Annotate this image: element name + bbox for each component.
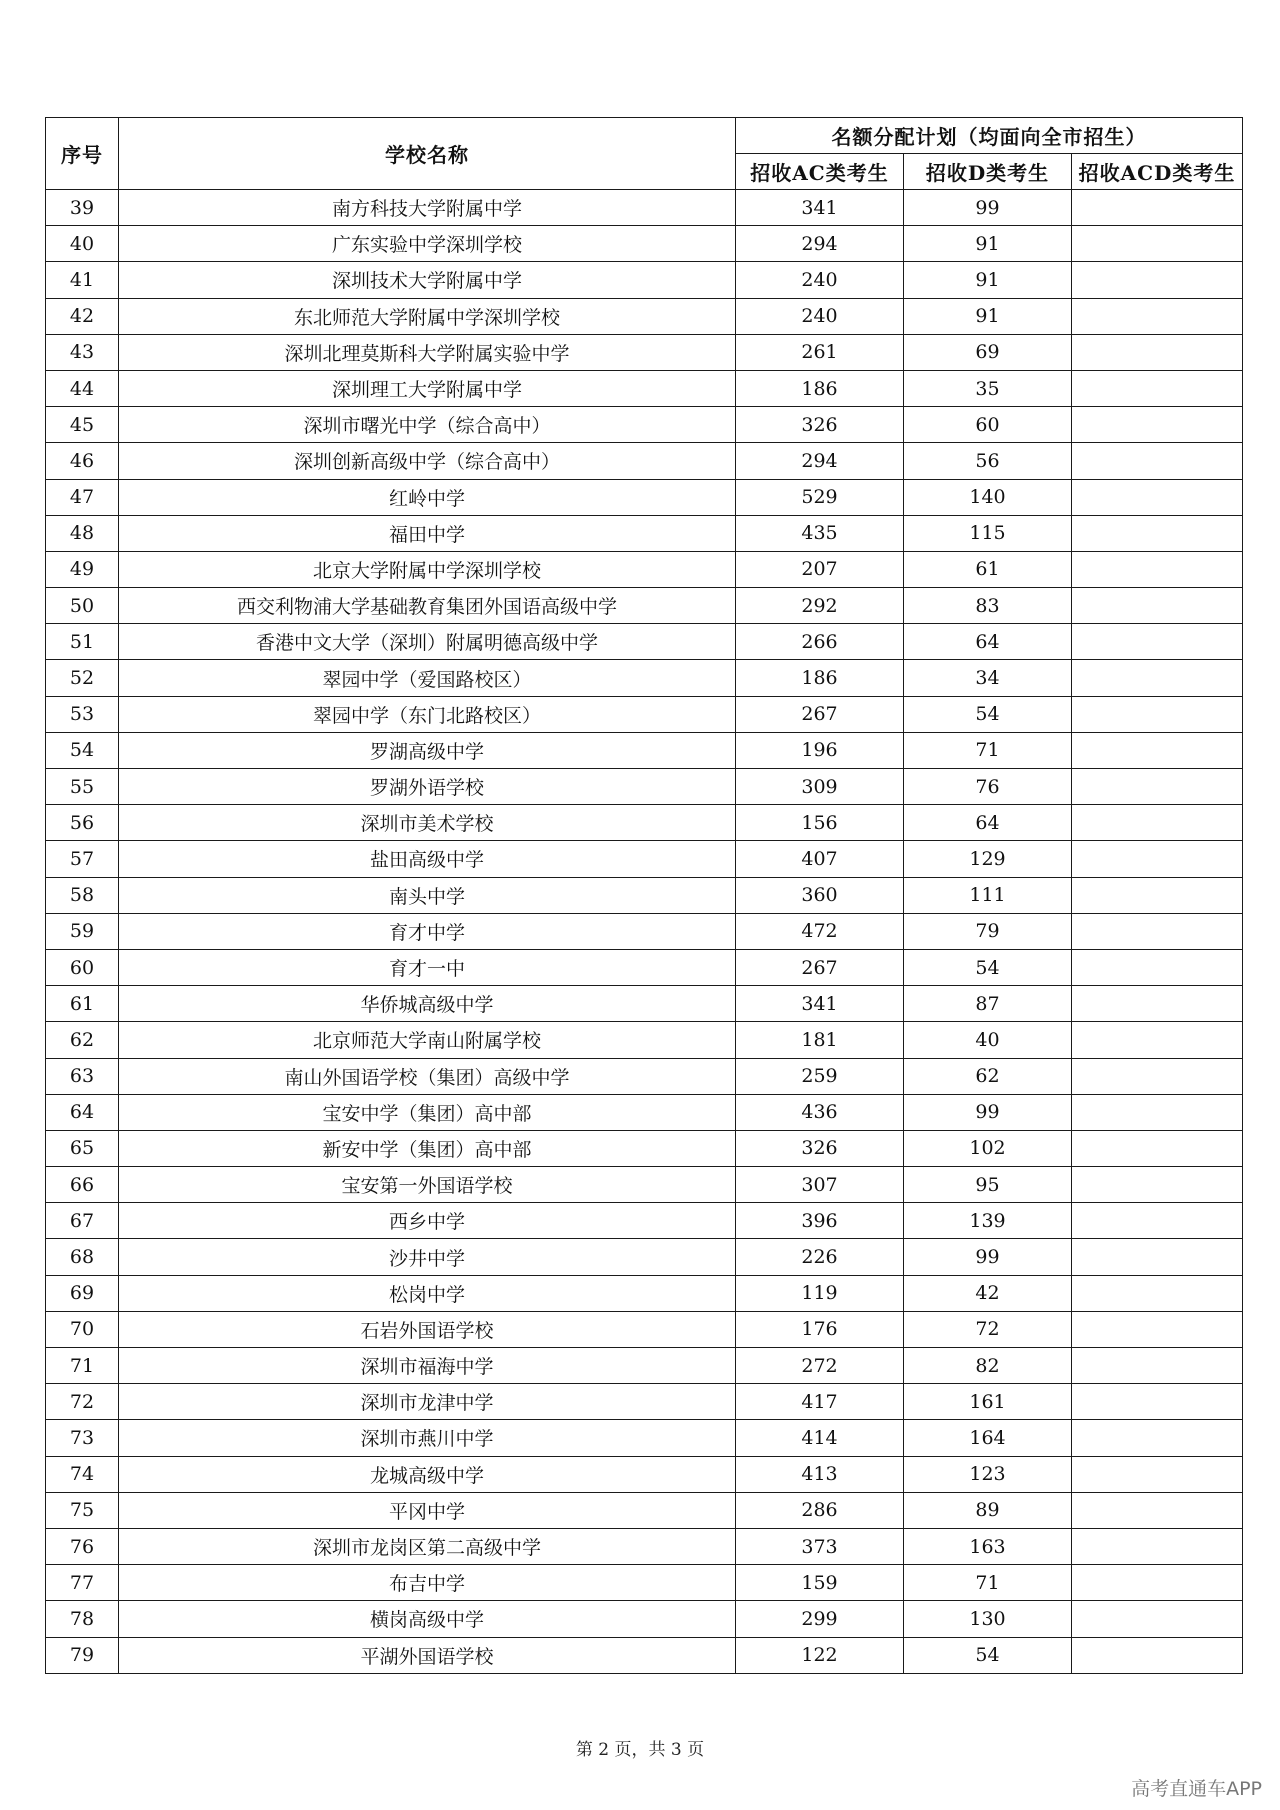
table-row: [46, 1637, 1243, 1673]
header-acd-students: 招收ACD类考生: [1072, 154, 1243, 190]
row-school-cell: 宝安第一外国语学校: [119, 1167, 736, 1203]
row-d-cell: 42: [904, 1275, 1072, 1311]
allocation-table-container: [45, 117, 1242, 1674]
row-d-cell: 64: [904, 805, 1072, 841]
row-ac-cell: 341: [736, 986, 904, 1022]
row-index-cell: 78: [46, 1601, 119, 1637]
row-index-cell: 57: [46, 841, 119, 877]
row-ac-cell: 286: [736, 1492, 904, 1528]
row-ac-cell: 240: [736, 298, 904, 334]
row-acd-cell: [1072, 515, 1243, 551]
row-index-cell: 64: [46, 1094, 119, 1130]
header-school-name: 学校名称: [119, 118, 736, 190]
row-ac-cell: 156: [736, 805, 904, 841]
row-index-cell: 58: [46, 877, 119, 913]
row-d-cell: 163: [904, 1528, 1072, 1564]
row-acd-cell: [1072, 949, 1243, 985]
table-row: [46, 1492, 1243, 1528]
table-row: [46, 877, 1243, 913]
row-acd-cell: [1072, 913, 1243, 949]
row-school-cell: 深圳理工大学附属中学: [119, 370, 736, 406]
row-d-cell: 164: [904, 1420, 1072, 1456]
table-row: [46, 1528, 1243, 1564]
row-school-cell: 香港中文大学（深圳）附属明德高级中学: [119, 624, 736, 660]
row-acd-cell: [1072, 1528, 1243, 1564]
row-acd-cell: [1072, 1311, 1243, 1347]
row-school-cell: 北京大学附属中学深圳学校: [119, 551, 736, 587]
row-school-cell: 宝安中学（集团）高中部: [119, 1094, 736, 1130]
page-number: 第 2 页，共 3 页: [575, 1740, 705, 1760]
table-row: [46, 986, 1243, 1022]
row-ac-cell: 196: [736, 732, 904, 768]
row-acd-cell: [1072, 877, 1243, 913]
row-school-cell: 盐田高级中学: [119, 841, 736, 877]
table-row: [46, 262, 1243, 298]
row-acd-cell: [1072, 986, 1243, 1022]
row-index-cell: 59: [46, 913, 119, 949]
table-body: [46, 190, 1243, 1674]
row-acd-cell: [1072, 1203, 1243, 1239]
table-row: [46, 1058, 1243, 1094]
table-row: [46, 841, 1243, 877]
row-index-cell: 66: [46, 1167, 119, 1203]
row-index-cell: 41: [46, 262, 119, 298]
row-d-cell: 91: [904, 298, 1072, 334]
row-ac-cell: 292: [736, 588, 904, 624]
row-ac-cell: 435: [736, 515, 904, 551]
row-d-cell: 95: [904, 1167, 1072, 1203]
row-d-cell: 40: [904, 1022, 1072, 1058]
row-school-cell: 沙井中学: [119, 1239, 736, 1275]
row-ac-cell: 417: [736, 1384, 904, 1420]
row-school-cell: 南头中学: [119, 877, 736, 913]
row-acd-cell: [1072, 696, 1243, 732]
row-index-cell: 79: [46, 1637, 119, 1673]
row-ac-cell: 226: [736, 1239, 904, 1275]
table-row: [46, 479, 1243, 515]
row-d-cell: 79: [904, 913, 1072, 949]
row-school-cell: 平湖外国语学校: [119, 1637, 736, 1673]
row-d-cell: 99: [904, 190, 1072, 226]
row-acd-cell: [1072, 841, 1243, 877]
header-d-students: 招收D类考生: [904, 154, 1072, 190]
table-row: [46, 1601, 1243, 1637]
row-ac-cell: 299: [736, 1601, 904, 1637]
row-acd-cell: [1072, 1275, 1243, 1311]
row-index-cell: 75: [46, 1492, 119, 1528]
row-d-cell: 130: [904, 1601, 1072, 1637]
table-row: [46, 1565, 1243, 1601]
row-acd-cell: [1072, 226, 1243, 262]
row-index-cell: 63: [46, 1058, 119, 1094]
row-ac-cell: 181: [736, 1022, 904, 1058]
row-school-cell: 横岗高级中学: [119, 1601, 736, 1637]
row-d-cell: 140: [904, 479, 1072, 515]
row-ac-cell: 326: [736, 407, 904, 443]
row-d-cell: 54: [904, 1637, 1072, 1673]
row-index-cell: 52: [46, 660, 119, 696]
row-ac-cell: 186: [736, 660, 904, 696]
row-d-cell: 99: [904, 1094, 1072, 1130]
row-school-cell: 深圳北理莫斯科大学附属实验中学: [119, 334, 736, 370]
row-school-cell: 深圳市龙津中学: [119, 1384, 736, 1420]
row-ac-cell: 414: [736, 1420, 904, 1456]
row-d-cell: 102: [904, 1130, 1072, 1166]
row-acd-cell: [1072, 1492, 1243, 1528]
row-index-cell: 50: [46, 588, 119, 624]
table-row: [46, 1203, 1243, 1239]
row-ac-cell: 436: [736, 1094, 904, 1130]
row-acd-cell: [1072, 298, 1243, 334]
row-index-cell: 49: [46, 551, 119, 587]
row-acd-cell: [1072, 1420, 1243, 1456]
row-d-cell: 34: [904, 660, 1072, 696]
row-ac-cell: 472: [736, 913, 904, 949]
row-ac-cell: 267: [736, 949, 904, 985]
row-index-cell: 77: [46, 1565, 119, 1601]
row-index-cell: 73: [46, 1420, 119, 1456]
row-ac-cell: 373: [736, 1528, 904, 1564]
row-school-cell: 育才中学: [119, 913, 736, 949]
row-acd-cell: [1072, 1094, 1243, 1130]
row-ac-cell: 309: [736, 769, 904, 805]
row-index-cell: 48: [46, 515, 119, 551]
header-index: 序号: [46, 118, 119, 190]
row-ac-cell: 267: [736, 696, 904, 732]
table-row: [46, 370, 1243, 406]
row-ac-cell: 360: [736, 877, 904, 913]
row-index-cell: 53: [46, 696, 119, 732]
row-d-cell: 72: [904, 1311, 1072, 1347]
table-row: [46, 805, 1243, 841]
row-index-cell: 62: [46, 1022, 119, 1058]
row-school-cell: 南方科技大学附属中学: [119, 190, 736, 226]
row-acd-cell: [1072, 805, 1243, 841]
row-ac-cell: 294: [736, 226, 904, 262]
row-d-cell: 129: [904, 841, 1072, 877]
table-row: [46, 1420, 1243, 1456]
table-row: [46, 1348, 1243, 1384]
row-school-cell: 石岩外国语学校: [119, 1311, 736, 1347]
row-acd-cell: [1072, 1130, 1243, 1166]
table-row: [46, 443, 1243, 479]
row-d-cell: 62: [904, 1058, 1072, 1094]
row-acd-cell: [1072, 479, 1243, 515]
row-d-cell: 87: [904, 986, 1072, 1022]
row-d-cell: 54: [904, 696, 1072, 732]
row-ac-cell: 186: [736, 370, 904, 406]
table-row: [46, 1167, 1243, 1203]
table-row: [46, 769, 1243, 805]
row-ac-cell: 529: [736, 479, 904, 515]
row-school-cell: 新安中学（集团）高中部: [119, 1130, 736, 1166]
row-ac-cell: 259: [736, 1058, 904, 1094]
row-acd-cell: [1072, 1637, 1243, 1673]
table-header-row: [46, 118, 1243, 154]
row-d-cell: 54: [904, 949, 1072, 985]
row-school-cell: 深圳市福海中学: [119, 1348, 736, 1384]
row-index-cell: 44: [46, 370, 119, 406]
table-row: [46, 588, 1243, 624]
row-acd-cell: [1072, 334, 1243, 370]
row-index-cell: 69: [46, 1275, 119, 1311]
table-row: [46, 190, 1243, 226]
row-d-cell: 60: [904, 407, 1072, 443]
row-acd-cell: [1072, 551, 1243, 587]
row-ac-cell: 261: [736, 334, 904, 370]
row-index-cell: 61: [46, 986, 119, 1022]
table-row: [46, 551, 1243, 587]
row-acd-cell: [1072, 1167, 1243, 1203]
row-school-cell: 松岗中学: [119, 1275, 736, 1311]
row-acd-cell: [1072, 624, 1243, 660]
row-school-cell: 东北师范大学附属中学深圳学校: [119, 298, 736, 334]
row-ac-cell: 407: [736, 841, 904, 877]
row-index-cell: 72: [46, 1384, 119, 1420]
row-index-cell: 60: [46, 949, 119, 985]
row-ac-cell: 341: [736, 190, 904, 226]
row-index-cell: 40: [46, 226, 119, 262]
row-index-cell: 70: [46, 1311, 119, 1347]
table-row: [46, 1239, 1243, 1275]
row-ac-cell: 413: [736, 1456, 904, 1492]
row-ac-cell: 159: [736, 1565, 904, 1601]
row-d-cell: 83: [904, 588, 1072, 624]
row-index-cell: 51: [46, 624, 119, 660]
row-ac-cell: 272: [736, 1348, 904, 1384]
quota-allocation-table: [45, 117, 1243, 1674]
table-row: [46, 334, 1243, 370]
table-row: [46, 298, 1243, 334]
row-d-cell: 139: [904, 1203, 1072, 1239]
watermark-text: 高考直通车APP: [1131, 1778, 1262, 1800]
row-index-cell: 65: [46, 1130, 119, 1166]
row-ac-cell: 240: [736, 262, 904, 298]
row-school-cell: 华侨城高级中学: [119, 986, 736, 1022]
row-school-cell: 西交利物浦大学基础教育集团外国语高级中学: [119, 588, 736, 624]
row-school-cell: 深圳市燕川中学: [119, 1420, 736, 1456]
row-school-cell: 深圳市龙岗区第二高级中学: [119, 1528, 736, 1564]
row-d-cell: 35: [904, 370, 1072, 406]
row-index-cell: 76: [46, 1528, 119, 1564]
row-school-cell: 平冈中学: [119, 1492, 736, 1528]
row-school-cell: 深圳创新高级中学（综合高中）: [119, 443, 736, 479]
row-school-cell: 龙城高级中学: [119, 1456, 736, 1492]
row-index-cell: 67: [46, 1203, 119, 1239]
row-d-cell: 69: [904, 334, 1072, 370]
row-d-cell: 82: [904, 1348, 1072, 1384]
table-row: [46, 226, 1243, 262]
row-ac-cell: 307: [736, 1167, 904, 1203]
table-row: [46, 1130, 1243, 1166]
table-row: [46, 407, 1243, 443]
row-acd-cell: [1072, 1348, 1243, 1384]
row-ac-cell: 122: [736, 1637, 904, 1673]
table-row: [46, 696, 1243, 732]
row-ac-cell: 396: [736, 1203, 904, 1239]
row-school-cell: 翠园中学（东门北路校区）: [119, 696, 736, 732]
row-d-cell: 71: [904, 1565, 1072, 1601]
row-acd-cell: [1072, 1456, 1243, 1492]
row-d-cell: 61: [904, 551, 1072, 587]
row-index-cell: 54: [46, 732, 119, 768]
table-row: [46, 660, 1243, 696]
table-row: [46, 624, 1243, 660]
row-acd-cell: [1072, 1022, 1243, 1058]
table-row: [46, 1275, 1243, 1311]
table-row: [46, 1022, 1243, 1058]
row-index-cell: 71: [46, 1348, 119, 1384]
row-index-cell: 74: [46, 1456, 119, 1492]
row-school-cell: 罗湖高级中学: [119, 732, 736, 768]
row-school-cell: 深圳市曙光中学（综合高中）: [119, 407, 736, 443]
row-index-cell: 42: [46, 298, 119, 334]
row-d-cell: 91: [904, 226, 1072, 262]
row-d-cell: 64: [904, 624, 1072, 660]
row-acd-cell: [1072, 1565, 1243, 1601]
row-index-cell: 39: [46, 190, 119, 226]
row-index-cell: 46: [46, 443, 119, 479]
header-ac-students: 招收AC类考生: [736, 154, 904, 190]
row-d-cell: 161: [904, 1384, 1072, 1420]
row-d-cell: 115: [904, 515, 1072, 551]
row-acd-cell: [1072, 1384, 1243, 1420]
row-d-cell: 89: [904, 1492, 1072, 1528]
row-school-cell: 西乡中学: [119, 1203, 736, 1239]
table-row: [46, 1094, 1243, 1130]
row-d-cell: 99: [904, 1239, 1072, 1275]
row-index-cell: 56: [46, 805, 119, 841]
row-school-cell: 翠园中学（爱国路校区）: [119, 660, 736, 696]
row-index-cell: 45: [46, 407, 119, 443]
table-row: [46, 1311, 1243, 1347]
row-acd-cell: [1072, 1239, 1243, 1275]
row-acd-cell: [1072, 1601, 1243, 1637]
row-index-cell: 68: [46, 1239, 119, 1275]
header-allocation-plan: 名额分配计划（均面向全市招生）: [736, 118, 1243, 154]
row-acd-cell: [1072, 262, 1243, 298]
row-acd-cell: [1072, 407, 1243, 443]
table-row: [46, 913, 1243, 949]
row-acd-cell: [1072, 190, 1243, 226]
row-school-cell: 红岭中学: [119, 479, 736, 515]
row-d-cell: 123: [904, 1456, 1072, 1492]
row-school-cell: 布吉中学: [119, 1565, 736, 1601]
table-row: [46, 732, 1243, 768]
row-d-cell: 91: [904, 262, 1072, 298]
row-school-cell: 北京师范大学南山附属学校: [119, 1022, 736, 1058]
row-index-cell: 47: [46, 479, 119, 515]
row-ac-cell: 119: [736, 1275, 904, 1311]
row-school-cell: 深圳技术大学附属中学: [119, 262, 736, 298]
row-d-cell: 76: [904, 769, 1072, 805]
table-row: [46, 515, 1243, 551]
row-acd-cell: [1072, 732, 1243, 768]
row-ac-cell: 176: [736, 1311, 904, 1347]
row-index-cell: 55: [46, 769, 119, 805]
row-index-cell: 43: [46, 334, 119, 370]
row-school-cell: 福田中学: [119, 515, 736, 551]
row-school-cell: 深圳市美术学校: [119, 805, 736, 841]
row-d-cell: 71: [904, 732, 1072, 768]
row-ac-cell: 294: [736, 443, 904, 479]
row-school-cell: 广东实验中学深圳学校: [119, 226, 736, 262]
table-row: [46, 949, 1243, 985]
row-ac-cell: 266: [736, 624, 904, 660]
row-acd-cell: [1072, 588, 1243, 624]
row-acd-cell: [1072, 769, 1243, 805]
row-school-cell: 育才一中: [119, 949, 736, 985]
row-acd-cell: [1072, 660, 1243, 696]
row-acd-cell: [1072, 443, 1243, 479]
row-d-cell: 111: [904, 877, 1072, 913]
row-acd-cell: [1072, 370, 1243, 406]
row-ac-cell: 207: [736, 551, 904, 587]
row-ac-cell: 326: [736, 1130, 904, 1166]
row-school-cell: 南山外国语学校（集团）高级中学: [119, 1058, 736, 1094]
row-school-cell: 罗湖外语学校: [119, 769, 736, 805]
row-d-cell: 56: [904, 443, 1072, 479]
table-row: [46, 1384, 1243, 1420]
table-row: [46, 1456, 1243, 1492]
row-acd-cell: [1072, 1058, 1243, 1094]
